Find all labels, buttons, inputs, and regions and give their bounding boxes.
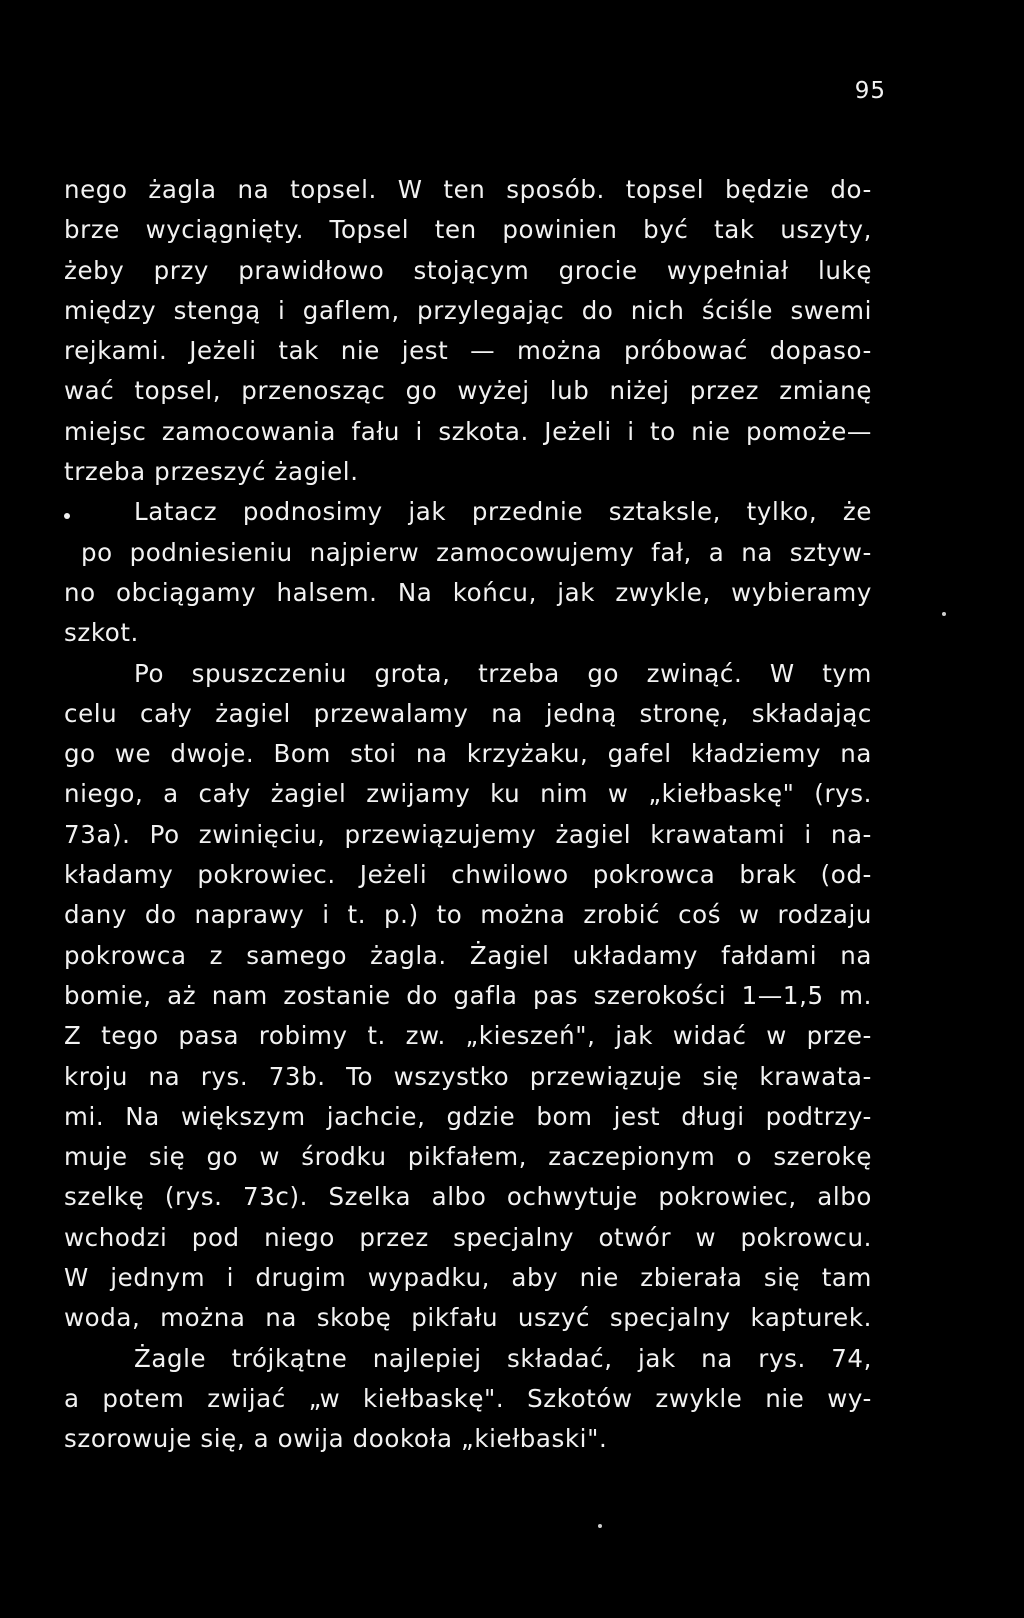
stray-dot: [598, 1524, 602, 1528]
text-line: dany do naprawy i t. p.) to można zrobić coś w rodzaju: [64, 900, 872, 930]
text-line: a potem zwijać „w kiełbaskę". Szkotów zwykle nie wy-: [64, 1383, 872, 1413]
text-line: Z tego pasa robimy t. zw. „kieszeń", jak widać w prze-: [64, 1021, 872, 1051]
text-line: kroju na rys. 73b. To wszystko przewiązuje się krawata-: [64, 1061, 872, 1091]
text-line: bomie, aż nam zostanie do gafla pas szerokości 1—1,5 m.: [64, 980, 872, 1010]
text-line: go we dwoje. Bom stoi na krzyżaku, gafel kładziemy na: [64, 739, 872, 769]
text-line: woda, można na skobę pikfału uszyć specjalny kapturek.: [64, 1303, 872, 1333]
text-line: Po spuszczeniu grota, trzeba go zwinąć. W tym: [134, 658, 872, 688]
text-line: wać topsel, przenosząc go wyżej lub niżej przez zmianę: [64, 376, 872, 406]
text-line: żeby przy prawidłowo stojącym grocie wypełniał lukę: [64, 255, 872, 285]
text-line: 73a). Po zwinięciu, przewiązujemy żagiel krawatami i na-: [64, 819, 872, 849]
stray-dot: [942, 612, 946, 616]
text-line: Latacz podnosimy jak przednie sztaksle, tylko, że: [134, 497, 872, 527]
text-line: szkot.: [64, 618, 139, 648]
body-text: [64, 170, 872, 1460]
text-line: Żagle trójkątne najlepiej składać, jak na rys. 74,: [134, 1343, 872, 1373]
text-line: brze wyciągnięty. Topsel ten powinien być tak uszyty,: [64, 215, 872, 245]
text-line: celu cały żagiel przewalamy na jedną stronę, składając: [64, 698, 872, 728]
text-line: między stengą i gaflem, przylegając do nich ściśle swemi: [64, 295, 872, 325]
text-line: pokrowca z samego żagla. Żagiel układamy fałdami na: [64, 940, 872, 970]
text-line: kładamy pokrowiec. Jeżeli chwilowo pokrowca brak (od-: [64, 860, 872, 890]
text-line: mi. Na większym jachcie, gdzie bom jest długi podtrzy-: [64, 1101, 872, 1131]
text-line: po podniesieniu najpierw zamocowujemy fał, a na sztyw-: [81, 537, 872, 567]
text-line: szorowuje się, a owija dookoła „kiełbaski".: [64, 1424, 608, 1454]
text-line: szelkę (rys. 73c). Szelka albo ochwytuje pokrowiec, albo: [64, 1182, 872, 1212]
text-line: muje się go w środku pikfałem, zaczepionym o szerokę: [64, 1142, 872, 1172]
text-line: nego żagla na topsel. W ten sposób. topsel będzie do-: [64, 175, 872, 204]
text-line: wchodzi pod niego przez specjalny otwór w pokrowcu.: [64, 1222, 872, 1252]
text-line: no obciągamy halsem. Na końcu, jak zwykle, wybieramy: [64, 577, 872, 607]
page-number: 95: [854, 78, 886, 104]
text-line: W jednym i drugim wypadku, aby nie zbierała się tam: [64, 1263, 872, 1293]
text-line: niego, a cały żagiel zwijamy ku nim w „kiełbaskę" (rys.: [64, 779, 872, 809]
text-line: trzeba przeszyć żagiel.: [64, 457, 359, 487]
text-line: miejsc zamocowania fału i szkota. Jeżeli i to nie pomoże—: [64, 416, 872, 446]
text-line: rejkami. Jeżeli tak nie jest — można próbować dopaso-: [64, 336, 872, 366]
